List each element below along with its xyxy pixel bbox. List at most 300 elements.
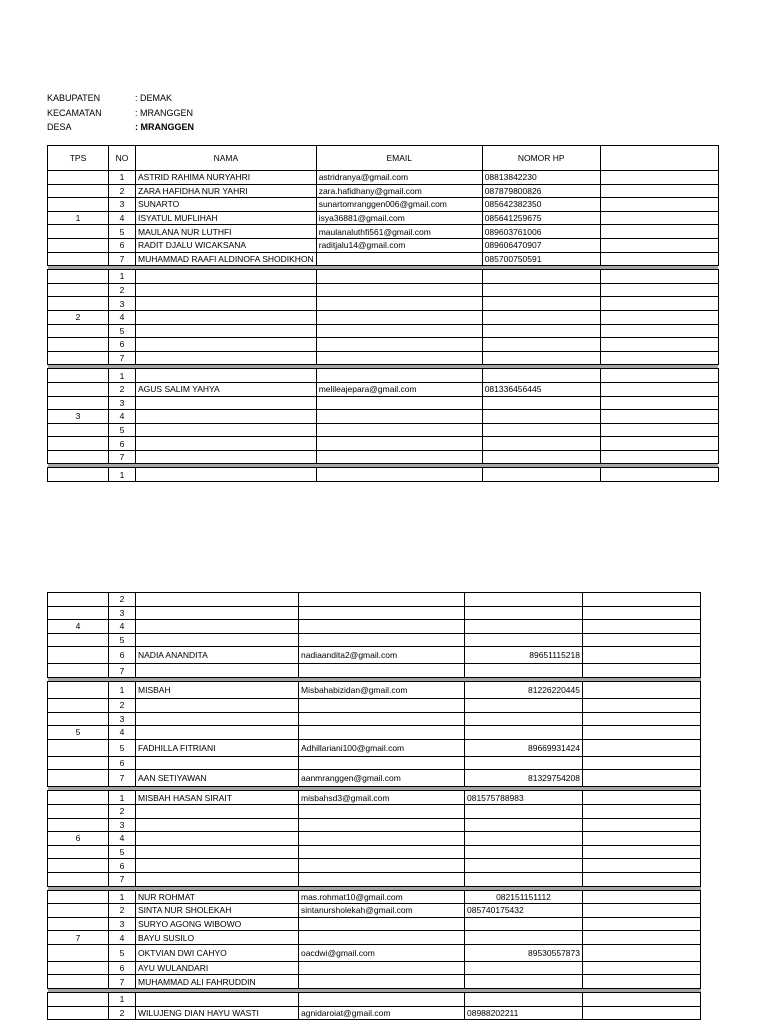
- blank-cell: [600, 324, 718, 338]
- header-value: : DEMAK: [135, 93, 173, 103]
- phone-cell: [465, 620, 583, 634]
- tps-cell: [48, 818, 109, 832]
- table-row: [48, 917, 701, 931]
- table-row: [48, 931, 701, 945]
- email-cell: [316, 410, 482, 424]
- name-cell: [136, 818, 299, 832]
- tps-cell: [48, 468, 109, 482]
- table-row: [48, 423, 719, 437]
- name-cell: WILUJENG DIAN HAYU WASTI: [136, 1006, 299, 1020]
- email-cell: [316, 270, 482, 284]
- no-cell: 1: [109, 270, 136, 284]
- name-cell: [136, 283, 317, 297]
- email-cell: [316, 468, 482, 482]
- blank-cell: [583, 961, 701, 975]
- tps-cell: [48, 351, 109, 365]
- email-cell: [316, 252, 482, 266]
- blank-cell: [583, 993, 701, 1007]
- blank-cell: [600, 382, 718, 396]
- blank-cell: [583, 818, 701, 832]
- phone-cell: [465, 993, 583, 1007]
- name-cell: [136, 859, 299, 873]
- name-cell: [136, 410, 317, 424]
- name-cell: ZARA HAFIDHA NUR YAHRI: [136, 184, 317, 198]
- name-cell: [136, 324, 317, 338]
- no-cell: 7: [109, 872, 136, 886]
- no-cell: 5: [109, 944, 136, 961]
- email-cell: [299, 593, 465, 607]
- email-cell: misbahsd3@gmail.com: [299, 791, 465, 805]
- blank-cell: [600, 211, 718, 225]
- no-cell: 4: [109, 726, 136, 740]
- phone-cell: [482, 310, 600, 324]
- phone-cell: 085642382350: [482, 198, 600, 212]
- table-row: [48, 171, 719, 185]
- no-cell: 1: [109, 369, 136, 383]
- blank-cell: [600, 283, 718, 297]
- no-cell: 7: [109, 450, 136, 464]
- email-cell: [299, 633, 465, 647]
- name-cell: NUR ROHMAT: [136, 890, 299, 904]
- blank-cell: [600, 396, 718, 410]
- name-cell: [136, 450, 317, 464]
- table-row: [48, 238, 719, 252]
- phone-cell: [465, 726, 583, 740]
- name-cell: BAYU SUSILO: [136, 931, 299, 945]
- blank-cell: [583, 859, 701, 873]
- blank-cell: [583, 845, 701, 859]
- table-row: [48, 944, 701, 961]
- tps-cell: 3: [48, 410, 109, 424]
- table-row: [48, 225, 719, 239]
- blank-cell: [583, 620, 701, 634]
- email-cell: aanmranggen@gmail.com: [299, 770, 465, 787]
- email-cell: [299, 975, 465, 989]
- phone-cell: [465, 756, 583, 770]
- phone-cell: [482, 468, 600, 482]
- name-cell: SURYO AGONG WIBOWO: [136, 917, 299, 931]
- table-row: [48, 283, 719, 297]
- email-cell: [299, 917, 465, 931]
- name-cell: OKTVIAN DWI CAHYO: [136, 944, 299, 961]
- phone-cell: 081336456445: [482, 382, 600, 396]
- blank-cell: [583, 770, 701, 787]
- table-row: [48, 468, 719, 482]
- tps-cell: [48, 804, 109, 818]
- phone-cell: [482, 423, 600, 437]
- tps-cell: [48, 423, 109, 437]
- email-cell: zara.hafidhany@gmail.com: [316, 184, 482, 198]
- tps-cell: [48, 1006, 109, 1020]
- no-cell: 2: [109, 283, 136, 297]
- table-row: [48, 818, 701, 832]
- phone-cell: 085700750591: [482, 252, 600, 266]
- blank-cell: [583, 647, 701, 664]
- phone-cell: [465, 593, 583, 607]
- email-cell: raditjalu14@gmail.com: [316, 238, 482, 252]
- name-cell: MISBAH: [136, 681, 299, 698]
- tps-cell: [48, 437, 109, 451]
- phone-cell: 08988202211: [465, 1006, 583, 1020]
- header-row-kabupaten: [47, 91, 194, 106]
- name-cell: [136, 698, 299, 712]
- header-label: KECAMATAN: [47, 107, 102, 118]
- table-row: [48, 270, 719, 284]
- tps-cell: [48, 297, 109, 311]
- tps-cell: [48, 681, 109, 698]
- phone-cell: [465, 804, 583, 818]
- email-cell: mas.rohmat10@gmail.com: [299, 890, 465, 904]
- table-row: [48, 211, 719, 225]
- blank-cell: [583, 944, 701, 961]
- no-cell: 7: [109, 252, 136, 266]
- table-row: [48, 845, 701, 859]
- email-cell: [299, 961, 465, 975]
- no-cell: 4: [109, 931, 136, 945]
- phone-cell: 089606470907: [482, 238, 600, 252]
- phone-cell: 89651115218: [465, 647, 583, 664]
- no-cell: 1: [109, 791, 136, 805]
- header-label: DESA: [47, 122, 72, 132]
- phone-cell: [482, 338, 600, 352]
- tps-cell: 1: [48, 211, 109, 225]
- phone-cell: [482, 351, 600, 365]
- table-row: [48, 437, 719, 451]
- name-cell: [136, 310, 317, 324]
- tps-cell: [48, 382, 109, 396]
- no-cell: 6: [109, 338, 136, 352]
- name-cell: [136, 832, 299, 846]
- phone-cell: 087879800826: [482, 184, 600, 198]
- tps-cell: [48, 698, 109, 712]
- name-cell: [136, 712, 299, 726]
- no-cell: 7: [109, 770, 136, 787]
- no-cell: 3: [109, 198, 136, 212]
- table-row: [48, 664, 701, 678]
- phone-cell: 081575788983: [465, 791, 583, 805]
- phone-cell: [482, 324, 600, 338]
- table-body: [48, 171, 719, 482]
- no-cell: 1: [109, 890, 136, 904]
- email-cell: [299, 712, 465, 726]
- phone-cell: [465, 961, 583, 975]
- tps-cell: [48, 961, 109, 975]
- name-cell: [136, 606, 299, 620]
- table-row: [48, 351, 719, 365]
- email-cell: [316, 324, 482, 338]
- table-row: [48, 396, 719, 410]
- blank-cell: [583, 739, 701, 756]
- no-cell: 3: [109, 297, 136, 311]
- phone-cell: 89530557873: [465, 944, 583, 961]
- table-row: [48, 739, 701, 756]
- name-cell: MUHAMMAD ALI FAHRUDDIN: [136, 975, 299, 989]
- email-cell: [316, 283, 482, 297]
- phone-cell: 89669931424: [465, 739, 583, 756]
- name-cell: [136, 872, 299, 886]
- tps-cell: [48, 171, 109, 185]
- blank-cell: [583, 791, 701, 805]
- no-cell: 3: [109, 606, 136, 620]
- header-row-desa: [47, 120, 194, 135]
- table-row: [48, 410, 719, 424]
- email-cell: maulanaluthfi561@gmail.com: [316, 225, 482, 239]
- table-row: [48, 791, 701, 805]
- email-cell: [299, 606, 465, 620]
- table-row: [48, 993, 701, 1007]
- name-cell: [136, 804, 299, 818]
- column-header-no: NO: [109, 146, 136, 171]
- email-cell: [316, 423, 482, 437]
- blank-cell: [600, 252, 718, 266]
- name-cell: MISBAH HASAN SIRAIT: [136, 791, 299, 805]
- tps-cell: [48, 369, 109, 383]
- email-cell: [299, 726, 465, 740]
- tps-cell: [48, 739, 109, 756]
- table-row: [48, 1006, 701, 1020]
- phone-cell: [465, 832, 583, 846]
- no-cell: 7: [109, 664, 136, 678]
- name-cell: SUNARTO: [136, 198, 317, 212]
- tps-cell: [48, 975, 109, 989]
- phone-cell: [465, 872, 583, 886]
- no-cell: 1: [109, 993, 136, 1007]
- name-cell: AYU WULANDARI: [136, 961, 299, 975]
- name-cell: [136, 338, 317, 352]
- no-cell: 2: [109, 904, 136, 918]
- email-cell: [299, 698, 465, 712]
- tps-cell: [48, 238, 109, 252]
- blank-cell: [600, 369, 718, 383]
- blank-cell: [600, 351, 718, 365]
- blank-cell: [600, 184, 718, 198]
- blank-cell: [600, 410, 718, 424]
- tps-cell: [48, 791, 109, 805]
- blank-cell: [583, 756, 701, 770]
- tps-cell: 2: [48, 310, 109, 324]
- tps-cell: [48, 904, 109, 918]
- tps-cell: [48, 450, 109, 464]
- email-cell: isya36881@gmail.com: [316, 211, 482, 225]
- name-cell: [136, 369, 317, 383]
- name-cell: [136, 297, 317, 311]
- table-row: [48, 832, 701, 846]
- name-cell: [136, 351, 317, 365]
- table-row: [48, 324, 719, 338]
- tps-cell: [48, 770, 109, 787]
- tps-cell: [48, 944, 109, 961]
- voter-table-page-1: [47, 145, 719, 482]
- email-cell: [299, 818, 465, 832]
- email-cell: [299, 845, 465, 859]
- phone-cell: 082151151112: [465, 890, 583, 904]
- no-cell: 4: [109, 211, 136, 225]
- column-header-tps: TPS: [48, 146, 109, 171]
- email-cell: [316, 396, 482, 410]
- no-cell: 2: [109, 698, 136, 712]
- phone-cell: [465, 859, 583, 873]
- email-cell: astridranya@gmail.com: [316, 171, 482, 185]
- no-cell: 1: [109, 171, 136, 185]
- tps-cell: [48, 396, 109, 410]
- no-cell: 2: [109, 382, 136, 396]
- table-header-row: [48, 146, 719, 171]
- name-cell: [136, 620, 299, 634]
- table-row: [48, 890, 701, 904]
- tps-cell: 4: [48, 620, 109, 634]
- email-cell: [316, 297, 482, 311]
- email-cell: sintanursholekah@gmail.com: [299, 904, 465, 918]
- table-row: [48, 620, 701, 634]
- name-cell: [136, 845, 299, 859]
- email-cell: [299, 804, 465, 818]
- no-cell: 5: [109, 739, 136, 756]
- phone-cell: [465, 698, 583, 712]
- email-cell: melileajepara@gmail.com: [316, 382, 482, 396]
- email-cell: Adhillariani100@gmail.com: [299, 739, 465, 756]
- tps-cell: 6: [48, 832, 109, 846]
- blank-cell: [583, 872, 701, 886]
- email-cell: [316, 450, 482, 464]
- name-cell: [136, 756, 299, 770]
- column-header-phone: NOMOR HP: [482, 146, 600, 171]
- tps-cell: [48, 338, 109, 352]
- name-cell: AAN SETIYAWAN: [136, 770, 299, 787]
- blank-cell: [583, 593, 701, 607]
- blank-cell: [583, 931, 701, 945]
- table-row: [48, 756, 701, 770]
- tps-cell: [48, 664, 109, 678]
- column-header-blank: [600, 146, 718, 171]
- table-row: [48, 338, 719, 352]
- blank-cell: [583, 712, 701, 726]
- name-cell: [136, 396, 317, 410]
- no-cell: 7: [109, 351, 136, 365]
- email-cell: [299, 859, 465, 873]
- tps-cell: [48, 845, 109, 859]
- tps-cell: [48, 184, 109, 198]
- no-cell: 4: [109, 410, 136, 424]
- table-row: [48, 593, 701, 607]
- email-cell: [299, 664, 465, 678]
- tps-cell: [48, 712, 109, 726]
- name-cell: [136, 664, 299, 678]
- blank-cell: [583, 633, 701, 647]
- tps-cell: [48, 859, 109, 873]
- name-cell: NADIA ANANDITA: [136, 647, 299, 664]
- no-cell: 1: [109, 681, 136, 698]
- blank-cell: [583, 975, 701, 989]
- tps-cell: [48, 890, 109, 904]
- blank-cell: [600, 310, 718, 324]
- phone-cell: 085740175432: [465, 904, 583, 918]
- phone-cell: [465, 633, 583, 647]
- name-cell: MUHAMMAD RAAFI ALDINOFA SHODIKHON: [136, 252, 317, 266]
- table-row: [48, 633, 701, 647]
- no-cell: 3: [109, 818, 136, 832]
- no-cell: 7: [109, 975, 136, 989]
- name-cell: [136, 437, 317, 451]
- blank-cell: [583, 904, 701, 918]
- phone-cell: 08813842230: [482, 171, 600, 185]
- phone-cell: [482, 396, 600, 410]
- name-cell: [136, 468, 317, 482]
- phone-cell: [482, 450, 600, 464]
- tps-cell: [48, 872, 109, 886]
- email-cell: [299, 832, 465, 846]
- tps-cell: [48, 917, 109, 931]
- tps-cell: [48, 993, 109, 1007]
- name-cell: MAULANA NUR LUTHFI: [136, 225, 317, 239]
- email-cell: oacdwi@gmail.com: [299, 944, 465, 961]
- table-row: [48, 198, 719, 212]
- no-cell: 6: [109, 647, 136, 664]
- column-header-email: EMAIL: [316, 146, 482, 171]
- blank-cell: [583, 681, 701, 698]
- blank-cell: [583, 1006, 701, 1020]
- tps-cell: 5: [48, 726, 109, 740]
- tps-cell: [48, 270, 109, 284]
- no-cell: 5: [109, 324, 136, 338]
- tps-cell: [48, 324, 109, 338]
- no-cell: 2: [109, 1006, 136, 1020]
- email-cell: [316, 351, 482, 365]
- table-row: [48, 450, 719, 464]
- no-cell: 6: [109, 238, 136, 252]
- tps-cell: [48, 756, 109, 770]
- phone-cell: [482, 297, 600, 311]
- blank-cell: [583, 726, 701, 740]
- blank-cell: [600, 297, 718, 311]
- table-row: [48, 872, 701, 886]
- table-row: [48, 698, 701, 712]
- blank-cell: [583, 804, 701, 818]
- header-row-kecamatan: [47, 106, 194, 121]
- table-row: [48, 382, 719, 396]
- no-cell: 1: [109, 468, 136, 482]
- blank-cell: [583, 917, 701, 931]
- phone-cell: [465, 606, 583, 620]
- blank-cell: [600, 225, 718, 239]
- no-cell: 6: [109, 437, 136, 451]
- email-cell: agnidaroiat@gmail.com: [299, 1006, 465, 1020]
- email-cell: Misbahabizidan@gmail.com: [299, 681, 465, 698]
- no-cell: 5: [109, 423, 136, 437]
- phone-cell: [482, 270, 600, 284]
- tps-cell: [48, 225, 109, 239]
- phone-cell: [482, 369, 600, 383]
- table-row: [48, 297, 719, 311]
- no-cell: 6: [109, 859, 136, 873]
- blank-cell: [600, 437, 718, 451]
- table-row: [48, 904, 701, 918]
- phone-cell: 81226220445: [465, 681, 583, 698]
- no-cell: 2: [109, 593, 136, 607]
- document-header: [47, 91, 194, 135]
- table-row: [48, 606, 701, 620]
- phone-cell: [465, 845, 583, 859]
- no-cell: 2: [109, 804, 136, 818]
- email-cell: [299, 756, 465, 770]
- blank-cell: [600, 423, 718, 437]
- table-row: [48, 961, 701, 975]
- tps-cell: [48, 198, 109, 212]
- header-label: KABUPATEN: [47, 93, 101, 103]
- table-row: [48, 310, 719, 324]
- blank-cell: [600, 270, 718, 284]
- header-value: : MRANGGEN: [135, 122, 194, 132]
- phone-cell: 089603761006: [482, 225, 600, 239]
